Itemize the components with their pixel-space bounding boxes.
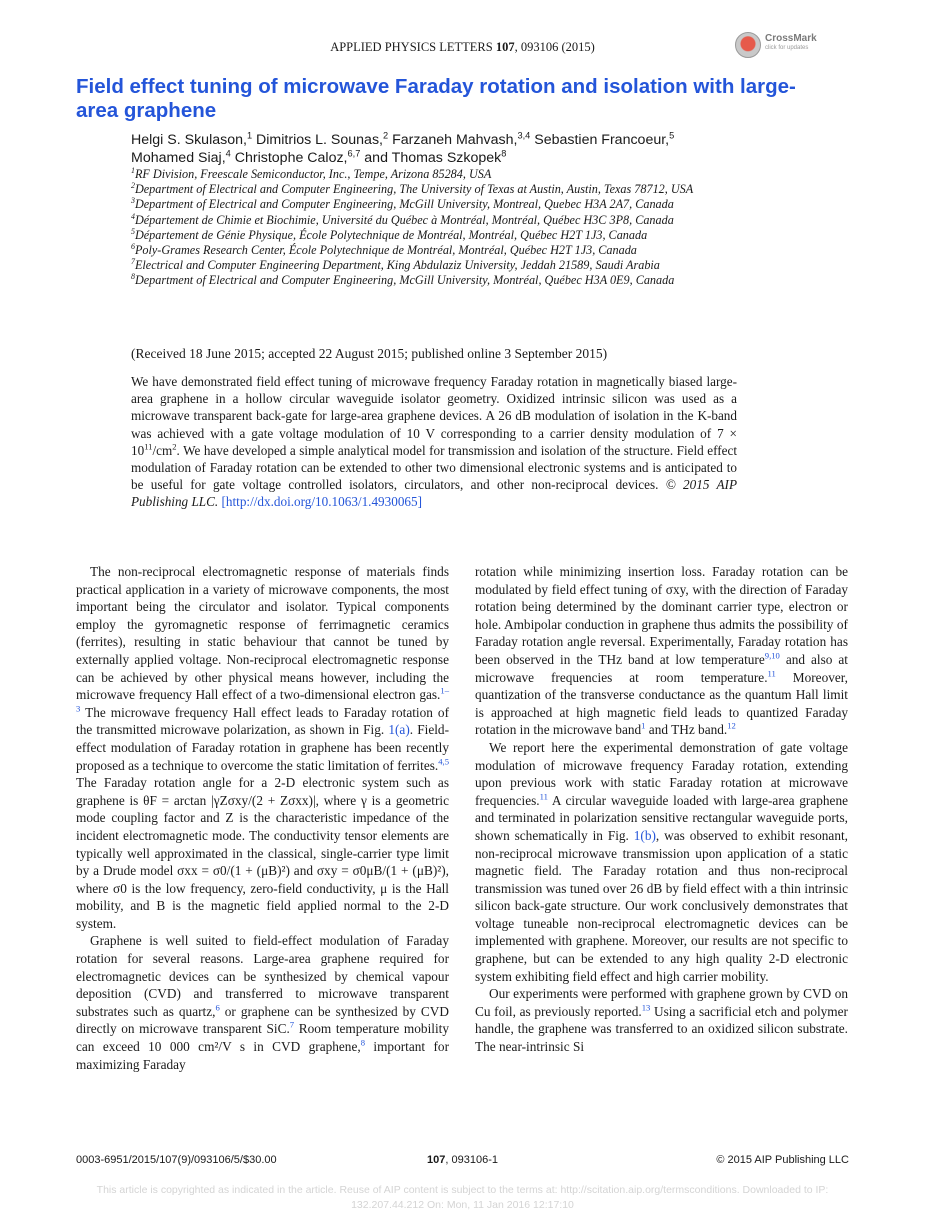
reference-link[interactable]: 1 (641, 720, 646, 731)
affiliation (131, 258, 851, 273)
affiliation (131, 213, 851, 228)
affiliation-text: Poly-Grames Research Center, École Polytechnique de Montréal, Montréal, Québec H2T 1J3, Canada (134, 243, 637, 258)
author-name: Mohamed Siaj, (131, 150, 226, 166)
footer-issn: 0003-6951/2015/107(9)/093106/5/$30.00 (76, 1154, 277, 1166)
body-text: , was observed to exhibit resonant, non-reciprocal microwave transmission upon application of a static magnetic field. The Faraday rotation and thus non-reciprocal transmission was tuned over 26 dB by field effect with a thin intrinsic silicon back-gate structure. Our work conclusively demonstrates that voltage tuneable non-reciprocal electromagnetic devices can be implemented with graphene. Moreover, our results are not specific to graphene, but can be extended to any high quality 2-D electronic system exhibiting field effect and high carrier mobility. (475, 827, 848, 984)
body-paragraph (475, 985, 848, 1055)
download-notice (0, 1183, 925, 1212)
body-text: or graphene can be synthesized by CVD directly on microwave transparent SiC. (76, 1003, 449, 1037)
author-affiliation-ref: 2 (382, 130, 389, 141)
author-name: and Thomas Szkopek (364, 150, 502, 166)
author-affiliation-ref: 5 (669, 130, 675, 141)
affiliation-number: 1 (131, 165, 135, 175)
affiliation-text: Department of Electrical and Computer Engineering, McGill University, Montreal, Quebec H3A 2A7, Canada (134, 197, 674, 212)
author-affiliation-ref: 1 (246, 130, 253, 141)
figure-link[interactable]: 1(b) (633, 827, 656, 843)
body-paragraph (76, 563, 449, 932)
body-text: Graphene is well suited to field-effect modulation of Faraday rotation for several reasons. Large-area graphene required for electromagnetic devices can be synthesized by chemical vapour deposition (CVD) and transferred to microwave transparent substrates such as quartz, (76, 933, 449, 1019)
author-affiliation-ref: 6,7 (347, 148, 361, 159)
journal-name: APPLIED PHYSICS LETTERS (330, 40, 493, 54)
reference-link[interactable]: 7 (289, 1020, 295, 1031)
doi-link[interactable]: [http://dx.doi.org/10.1063/1.4930065] (221, 494, 423, 510)
affiliation-number: 8 (131, 272, 135, 282)
affiliation (131, 243, 851, 258)
affiliation-text: Département de Génie Physique, École Polytechnique de Montréal, Montréal, Québec H2T 1J3, Canada (134, 227, 648, 242)
reference-link[interactable]: 4,5 (438, 756, 449, 767)
body-column-right (475, 563, 848, 1056)
reference-link[interactable]: 9,10 (764, 650, 780, 661)
abstract-text: /cm (152, 442, 173, 458)
author-list (131, 131, 831, 167)
affiliation-text: Department of Electrical and Computer Engineering, The University of Texas at Austin, Austin, Texas 78712, USA (134, 182, 694, 197)
body-text: rotation while minimizing insertion loss. Faraday rotation can be modulated by field effect tuning of σxy, with the direction of Faraday rotation being determined by the dominant carrier type, electron or hole. Ambipolar conduction in graphene thus admits the possibility of Faraday rotation angle reversal. Experimentally, Faraday rotation has been observed in the THz band at low temperature (475, 564, 848, 667)
author-name: Dimitrios L. Sounas, (256, 132, 383, 148)
body-text: important for maximizing Faraday (76, 1039, 449, 1072)
affiliation-number: 3 (131, 196, 135, 206)
body-text: and THz band. (645, 722, 728, 738)
affiliation-text: Département de Chimie et Biochimie, Université du Québec à Montréal, Montréal, Québec H3C 3P8, Canada (134, 212, 674, 227)
author-name: Christophe Caloz, (234, 150, 348, 166)
body-text: Using a sacrificial etch and polymer handle, the graphene was transferred to an oxidized silicon substrate. The near-intrinsic Si (475, 1003, 848, 1055)
abstract-exponent: 2 (172, 441, 177, 452)
crossmark-button[interactable] (735, 30, 845, 60)
author-name: Farzaneh Mahvash, (392, 132, 518, 148)
crossmark-sublabel: click for updates (765, 45, 809, 51)
author-affiliation-ref: 4 (225, 148, 231, 159)
abstract-copyright: © 2015 AIP Publishing LLC. (131, 477, 737, 510)
body-text: Moreover, quantization of the transverse conductance as the quantum Hall limit is approached at high magnetic field leads to quantized Faraday rotation in the microwave band (475, 669, 849, 738)
affiliation-text: Department of Electrical and Computer Engineering, McGill University, Montréal, Québec H3A 0E9, Canada (134, 273, 675, 288)
reference-link[interactable]: 11 (767, 668, 776, 679)
reference-link[interactable]: 11 (539, 791, 548, 802)
journal-citation: , 093106 (2015) (514, 40, 595, 54)
affiliation (131, 228, 851, 243)
reference-link[interactable]: 8 (360, 1037, 365, 1048)
abstract-text: We have demonstrated field effect tuning of microwave frequency Faraday rotation in magnetically biased large-area graphene in a hollow circular waveguide isolator geometry. Oxidized intrinsic silicon was used as a microwave transparent back-gate for large-area graphene devices. A 26 dB modulation of isolation in the K-band was achieved with a gate voltage modulation of 10 V corresponding to a carrier density modulation of 7 × 10 (131, 374, 737, 458)
reference-link[interactable]: 13 (641, 1002, 651, 1013)
author-name: Helgi S. Skulason, (131, 132, 247, 148)
figure-link[interactable]: 1(a) (388, 722, 410, 738)
affiliation (131, 182, 851, 197)
body-text: and also at microwave frequencies at room temperature. (475, 651, 848, 685)
author-affiliation-ref: 3,4 (517, 130, 531, 141)
affiliation-number: 4 (131, 211, 135, 221)
crossmark-icon (735, 32, 761, 58)
footer-copyright: © 2015 AIP Publishing LLC (716, 1154, 849, 1166)
affiliation (131, 167, 851, 182)
affiliation-number: 7 (131, 257, 135, 267)
body-text: The Faraday rotation angle for a 2-D electronic system such as graphene is θF = arctan |γZσxy/(2 + Zσxx)|, where γ is a geometric mode coupling factor and Z is the characteristic impedance of the incident electromagnetic mode. The conductivity tensor elements are typically well approximated in the classical, single-carrier type limit by a Drude model σxx = σ0/(1 + (μB)²) and σxy = σ0μB/(1 + (μB)²), where σ0 is the low frequency, zero-field conductivity, μ is the Hall mobility, and B is the magnetic field applied normal to the 2-D system. (76, 775, 449, 931)
download-notice-line: 132.207.44.212 On: Mon, 11 Jan 2016 12:17:10 (351, 1198, 574, 1211)
body-column-left (76, 563, 449, 1073)
reference-link[interactable]: 6 (215, 1002, 220, 1013)
affiliation-text: RF Division, Freescale Semiconductor, Inc., Tempe, Arizona 85284, USA (134, 167, 492, 181)
body-paragraph (76, 932, 449, 1073)
body-text: . Field-effect modulation of Faraday rotation in graphene has been recently proposed as a technique to overcome the static limitation of ferrites. (76, 722, 449, 773)
body-paragraph (475, 739, 848, 985)
abstract (131, 373, 737, 511)
author-affiliation-ref: 8 (501, 148, 507, 159)
download-notice-line: This article is copyrighted as indicated in the article. Reuse of AIP content is subject to the terms at: http://scitation.aip.org/termsconditions. Downloaded to IP: (96, 1184, 829, 1196)
body-text: Our experiments were performed with graphene grown by CVD on Cu foil, as previously reported. (475, 986, 848, 1019)
body-paragraph (475, 563, 848, 739)
reference-link[interactable]: 1–3 (76, 685, 449, 714)
author-name: Sebastien Francoeur, (534, 132, 670, 148)
body-text: We report here the experimental demonstration of gate voltage modulation of microwave frequency Faraday rotation, extending upon previous work with static Faraday rotation at microwave frequencies. (475, 739, 848, 808)
paper-title: Field effect tuning of microwave Faraday rotation and isolation with large-area graphene (76, 75, 796, 122)
affiliation (131, 273, 851, 288)
journal-volume: 107 (495, 40, 515, 54)
affiliation-list (131, 167, 851, 289)
body-text: A circular waveguide loaded with large-area graphene and terminated in polarization sensitive rectangular waveguide ports, shown schematically in Fig. (475, 792, 848, 843)
affiliation (131, 197, 851, 212)
abstract-text: . We have developed a simple analytical model for transmission and isolation of the structure. Field effect modulation of Faraday rotation can be extended to other two dimensional electronic systems and is anticipated to be useful for gate voltage controlled isolators, circulators, and other non-reciprocal devices. (131, 442, 737, 493)
affiliation-text: Electrical and Computer Engineering Department, King Abdulaziz University, Jeddah 21589, Saudi Arabia (134, 258, 660, 273)
body-text: The microwave frequency Hall effect leads to Faraday rotation of the transmitted microwave polarization, as shown in Fig. (76, 704, 449, 738)
abstract-exponent: 11 (144, 441, 153, 452)
reference-link[interactable]: 12 (727, 720, 736, 731)
body-text: The non-reciprocal electromagnetic response of materials finds practical application in a variety of microwave components, the most important being the circulator and isolator. Typical components employ the gyromagnetic response of ferrimagnetic ceramics (ferrites), resulting in static behaviour that cannot be tuned by externally applied voltage. Non-reciprocal electromagnetic response can be achieved by other physical means however, including the microwave frequency Hall effect of a two-dimensional electron gas. (76, 564, 449, 703)
page-footer (76, 1154, 849, 1170)
footer-volume: 107 (427, 1154, 446, 1166)
body-text: Room temperature mobility can exceed 10 000 cm²/V s in CVD graphene, (76, 1021, 449, 1055)
footer-page: , 093106-1 (445, 1154, 498, 1166)
crossmark-label: CrossMark (765, 33, 817, 44)
affiliation-number: 6 (131, 241, 135, 251)
publication-history: (Received 18 June 2015; accepted 22 August 2015; published online 3 September 2015) (131, 346, 608, 361)
affiliation-number: 5 (131, 226, 135, 236)
affiliation-number: 2 (131, 181, 135, 191)
